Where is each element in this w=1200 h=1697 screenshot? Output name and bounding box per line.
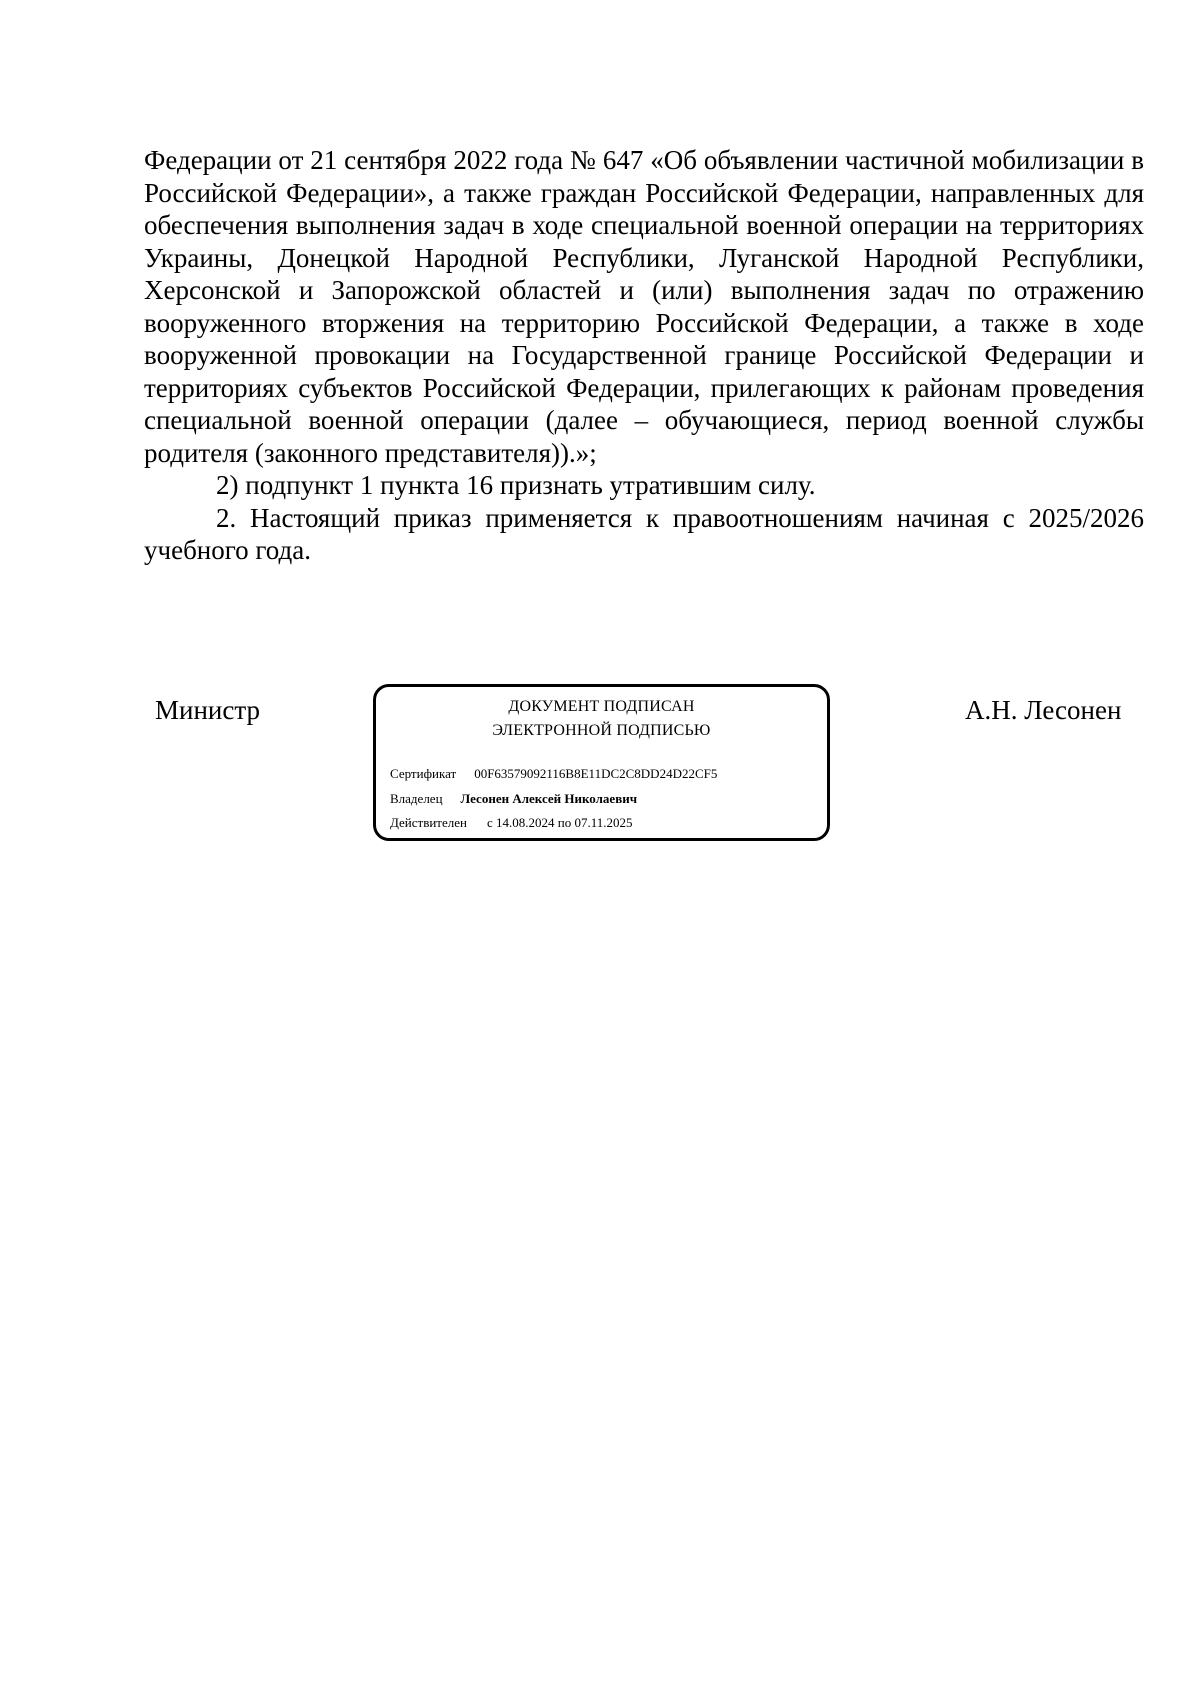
signatory-title: Министр: [155, 695, 260, 725]
electronic-signature-stamp: [373, 684, 830, 841]
stamp-certificate-row: [390, 765, 717, 783]
owner-label: Владелец: [390, 791, 443, 806]
paragraph-subitem-2: 2) подпункт 1 пункта 16 признать утратившим силу.: [216, 470, 816, 500]
owner-value: Лесонен Алексей Николаевич: [460, 791, 638, 806]
stamp-validity-row: [390, 814, 632, 832]
signatory-name: А.Н. Лесонен: [965, 695, 1122, 725]
document-body: [144, 144, 1144, 567]
validity-value: с 14.08.2024 по 07.11.2025: [486, 815, 633, 830]
certificate-label: Сертификат: [390, 766, 457, 781]
validity-label: Действителен: [390, 815, 467, 830]
paragraph-continuation: Федерации от 21 сентября 2022 года № 647 «Об объявлении частичной мобилизации в Российской Федерации», а также граждан Российской Федерации, направленных для обеспечения выполнения задач в ходе специальной военной операции на территориях Украины, Донецкой Народной Республики, Луганской Народной Республики, Херсонской и Запорожской областей и (или) выполнения задач по отражению вооруженного вторжения на территорию Российской Федерации, а также в ходе вооруженной провокации на Государственной границе Российской Федерации и территориях субъектов Российской Федерации, прилегающих к районам проведения специальной военной операции (далее – обучающиеся, период военной службы родителя (законного представителя)).»;: [144, 145, 1144, 468]
paragraph-item-2: 2. Настоящий приказ применяется к правоотношениям начиная с 2025/2026 учебного года.: [144, 502, 1144, 565]
stamp-heading-line-1: ДОКУМЕНТ ПОДПИСАН: [508, 698, 695, 715]
stamp-heading-line-2: ЭЛЕКТРОННОЙ ПОДПИСЬЮ: [492, 722, 711, 739]
stamp-heading: [376, 695, 827, 743]
signature-block: [0, 684, 1200, 844]
certificate-value: 00F63579092116B8E11DC2C8DD24D22CF5: [474, 766, 718, 781]
stamp-owner-row: [390, 790, 637, 808]
